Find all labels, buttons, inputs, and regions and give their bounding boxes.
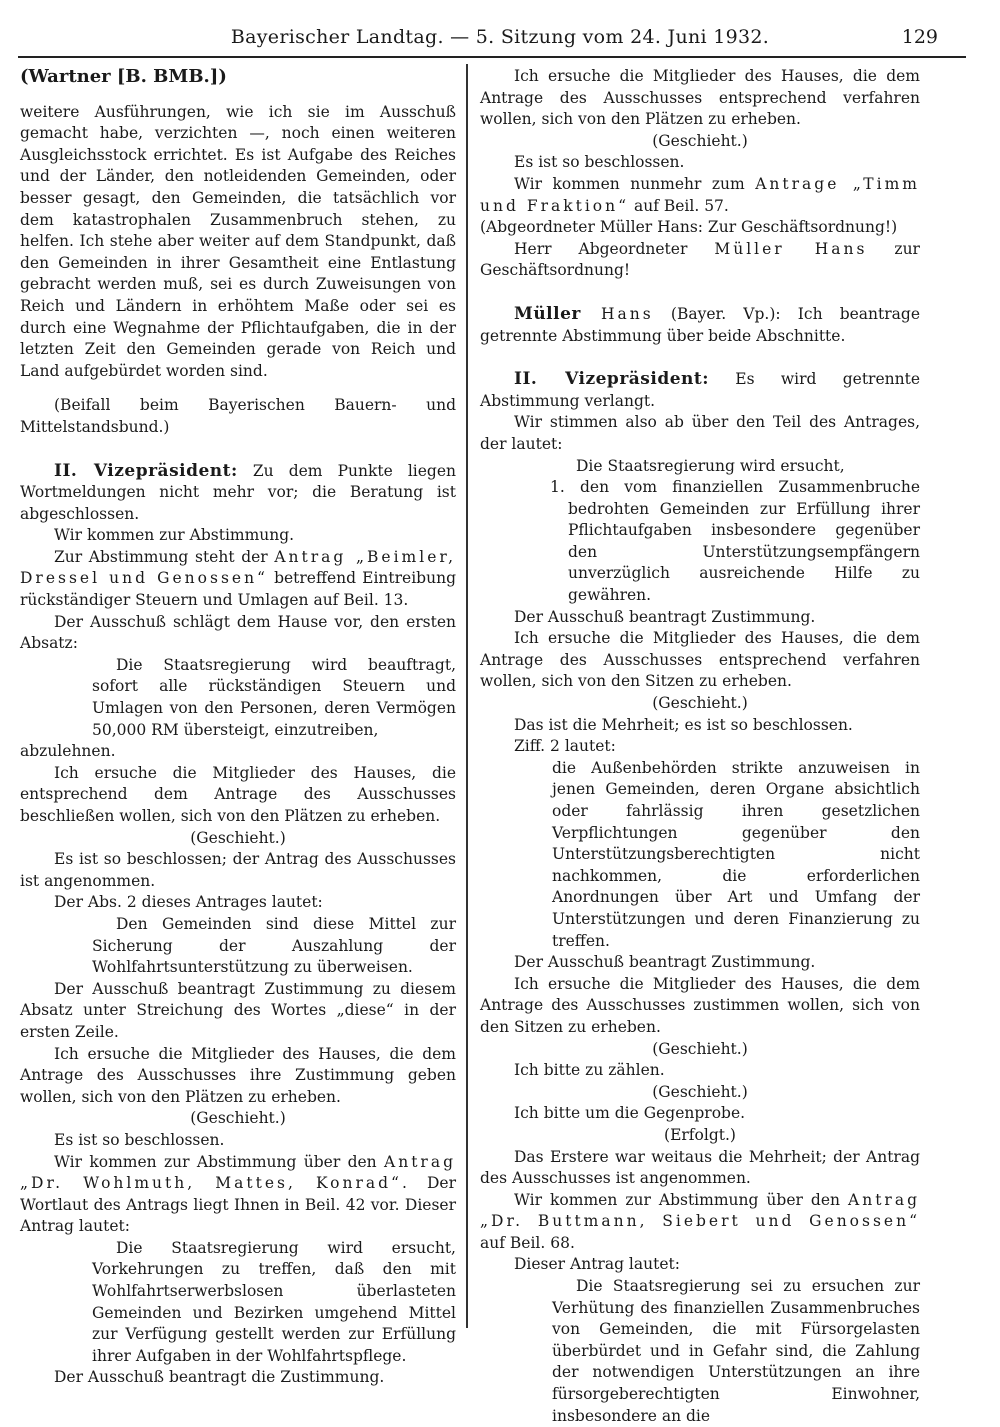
- paragraph: Wir kommen zur Abstimmung über den Antrag „Dr. Wohlmuth, Mattes, Konrad“. Der Wortlaut des Antrags liegt Ihnen in Beil. 42 vor. Dieser Antrag lautet:: [20, 1152, 456, 1236]
- stage-direction: (Erfolgt.): [664, 1125, 736, 1144]
- quoted-motion: Die Staatsregierung wird ersucht, Vorkehrungen zu treffen, daß den mit Wohlfahrtserwerbslosen überlasteten Gemeinden und Bezirken umgehend Mittel zur Verfügung gestellt werden zur Erfüllung ihrer Aufgaben in der Wohlfahrtspflege.: [92, 1238, 456, 1365]
- paragraph: Es ist so beschlossen; der Antrag des Ausschusses ist angenommen.: [20, 850, 456, 890]
- paragraph: Es ist so beschlossen.: [54, 1130, 225, 1149]
- stage-direction: (Geschieht.): [652, 694, 748, 713]
- paragraph: Ich ersuche die Mitglieder des Hauses, die dem Antrage des Ausschusses entsprechend verfahren wollen, sich von den Sitzen zu erheben.: [480, 629, 920, 691]
- quoted-motion: Die Staatsregierung wird beauftragt, sofort alle rückständigen Steuern und Umlagen von den Personen, deren Vermögen 50,000 RM übersteigt, einzutreiben,: [92, 655, 456, 739]
- paragraph: Herr Abgeordneter Müller Hans zur Geschäftsordnung!: [480, 239, 920, 280]
- paragraph: Ich bitte zu zählen.: [514, 1061, 665, 1080]
- speech-paragraph: II. Vizepräsident: Es wird getrennte Abstimmung verlangt.: [480, 369, 920, 410]
- paragraph: Das Erstere war weitaus die Mehrheit; der Antrag des Ausschusses ist angenommen.: [480, 1147, 920, 1188]
- interjection: (Abgeordneter Müller Hans: Zur Geschäftsordnung!): [480, 218, 898, 237]
- header-rule: [18, 56, 966, 58]
- right-column: [480, 66, 920, 1427]
- paragraph: Wir kommen zur Abstimmung über den Antrag „Dr. Buttmann, Siebert und Genossen“ auf Beil. 68.: [480, 1190, 920, 1252]
- paragraph: Ich ersuche die Mitglieder des Hauses, die dem Antrage des Ausschusses entsprechend verfahren wollen, sich von den Plätzen zu erheben.: [480, 67, 920, 129]
- speech-paragraph: II. Vizepräsident: Zu dem Punkte liegen Wortmeldungen nicht mehr vor; die Beratung ist abgeschlossen.: [20, 460, 457, 523]
- stage-direction: (Geschieht.): [190, 828, 286, 847]
- paragraph: Ich ersuche die Mitglieder des Hauses, die dem Antrage des Ausschusses ihre Zustimmung geben wollen, sich von den Plätzen zu erheben.: [20, 1044, 456, 1106]
- running-title: Bayerischer Landtag. — 5. Sitzung vom 24. Juni 1932.: [230, 26, 770, 48]
- motion-item: 1. den vom finanziellen Zusammenbruche bedrohten Gemeinden zur Erfüllung ihrer Pflichtaufgaben insbesondere gegenüber den Unterstützungsempfängern unverzüglich ausreichende Hilfe zu gewähren.: [550, 478, 920, 605]
- paragraph: Der Ausschuß beantragt Zustimmung.: [514, 607, 816, 626]
- running-header: [0, 26, 1000, 52]
- paragraph: Ich ersuche die Mitglieder des Hauses, die dem Antrage des Ausschusses zustimmen wollen, sich von den Sitzen zu erheben.: [480, 974, 920, 1036]
- applause-note: (Beifall beim Bayerischen Bauern- und Mittelstandsbund.): [20, 396, 456, 436]
- paragraph: Dieser Antrag lautet:: [514, 1255, 680, 1274]
- paragraph: abzulehnen.: [20, 742, 116, 761]
- speaker-name: II. Vizepräsident:: [54, 460, 238, 481]
- stage-direction: (Geschieht.): [652, 1039, 748, 1058]
- paragraph: Der Ausschuß beantragt Zustimmung zu diesem Absatz unter Streichung des Wortes „diese“ in der ersten Zeile.: [20, 979, 456, 1041]
- paragraph: Ich ersuche die Mitglieder des Hauses, die entsprechend dem Antrage des Ausschusses beschließen wollen, sich von den Plätzen zu erheben.: [20, 763, 456, 825]
- stage-direction: (Geschieht.): [652, 1082, 748, 1101]
- speaker-name: II. Vizepräsident:: [514, 369, 710, 390]
- quoted-motion: die Außenbehörden strikte anzuweisen in jenen Gemeinden, deren Organe absichtlich oder fahrlässig ihren gesetzlichen Verpflichtungen gegenüber den Unterstützungsberechtigten nicht nachkommen, die erforderlichen Anordnungen über Art und Umfang der Unterstützungen und deren Finanzierung zu treffen.: [552, 758, 920, 950]
- page-number: 129: [901, 26, 938, 48]
- speaker-name: Müller: [514, 303, 581, 324]
- left-column: [20, 66, 456, 1389]
- paragraph: Ziff. 2 lautet:: [514, 737, 616, 756]
- column-divider: [466, 64, 468, 1328]
- speech-paragraph: Müller Hans (Bayer. Vp.): Ich beantrage getrennte Abstimmung über beide Abschnitte.: [480, 303, 920, 345]
- stage-direction: (Geschieht.): [652, 131, 748, 150]
- paragraph: Wir kommen nunmehr zum Antrage „Timm und Fraktion“ auf Beil. 57.: [480, 174, 920, 215]
- paragraph: Es ist so beschlossen.: [514, 153, 685, 172]
- quoted-motion: Den Gemeinden sind diese Mittel zur Sicherung der Auszahlung der Wohlfahrtsunterstützung zu überweisen.: [92, 914, 456, 977]
- quoted-motion: Die Staatsregierung sei zu ersuchen zur Verhütung des finanziellen Zusammenbruches von Gemeinden, die mit Fürsorgelasten überbürdet und in Gefahr sind, die Zahlung der notwendigen Unterstützungen an ihre fürsorgeberechtigten Einwohner, insbesondere an die: [552, 1277, 920, 1425]
- paragraph: weitere Ausführungen, wie ich sie im Ausschuß gemacht habe, verzichten —, noch einen weiteren Ausgleichsstock errichtet. Es ist Aufgabe des Reiches und der Länder, den notleidenden Gemeinden, oder besser gesagt, den Gemeinden, die tatsächlich vor dem katastrophalen Zusammenbruch stehen, zu helfen. Ich stehe aber weiter auf dem Standpunkt, daß den Gemeinden in ihrer Gesamtheit eine Entlastung gebracht werden muß, sei es durch Zuweisungen von Reich und Ländern in erhöhtem Maße oder sei es durch eine Wegnahme der Pflichtaufgaben, die in der letzten Zeit den Gemeinden gerade von Reich und Land aufgebürdet worden sind.: [20, 102, 456, 380]
- paragraph: Der Ausschuß beantragt die Zustimmung.: [54, 1368, 385, 1387]
- paragraph: Zur Abstimmung steht der Antrag „Beimler, Dressel und Genossen“ betreffend Eintreibung rückständiger Steuern und Umlagen auf Beil. 13.: [20, 547, 456, 610]
- paragraph: Der Abs. 2 dieses Antrages lautet:: [54, 893, 323, 912]
- paragraph: Wir stimmen also ab über den Teil des Antrages, der lautet:: [480, 413, 920, 453]
- quoted-motion: Die Staatsregierung wird ersucht,: [576, 456, 845, 475]
- speaker-tag: (Wartner [B. BMB.]): [20, 66, 227, 87]
- paragraph: Der Ausschuß beantragt Zustimmung.: [514, 953, 816, 972]
- paragraph: Ich bitte um die Gegenprobe.: [514, 1104, 746, 1123]
- stage-direction: (Geschieht.): [190, 1109, 286, 1128]
- paragraph: Der Ausschuß schlägt dem Hause vor, den ersten Absatz:: [20, 612, 456, 653]
- paragraph: Wir kommen zur Abstimmung.: [54, 526, 295, 545]
- paragraph: Das ist die Mehrheit; es ist so beschlossen.: [514, 715, 853, 734]
